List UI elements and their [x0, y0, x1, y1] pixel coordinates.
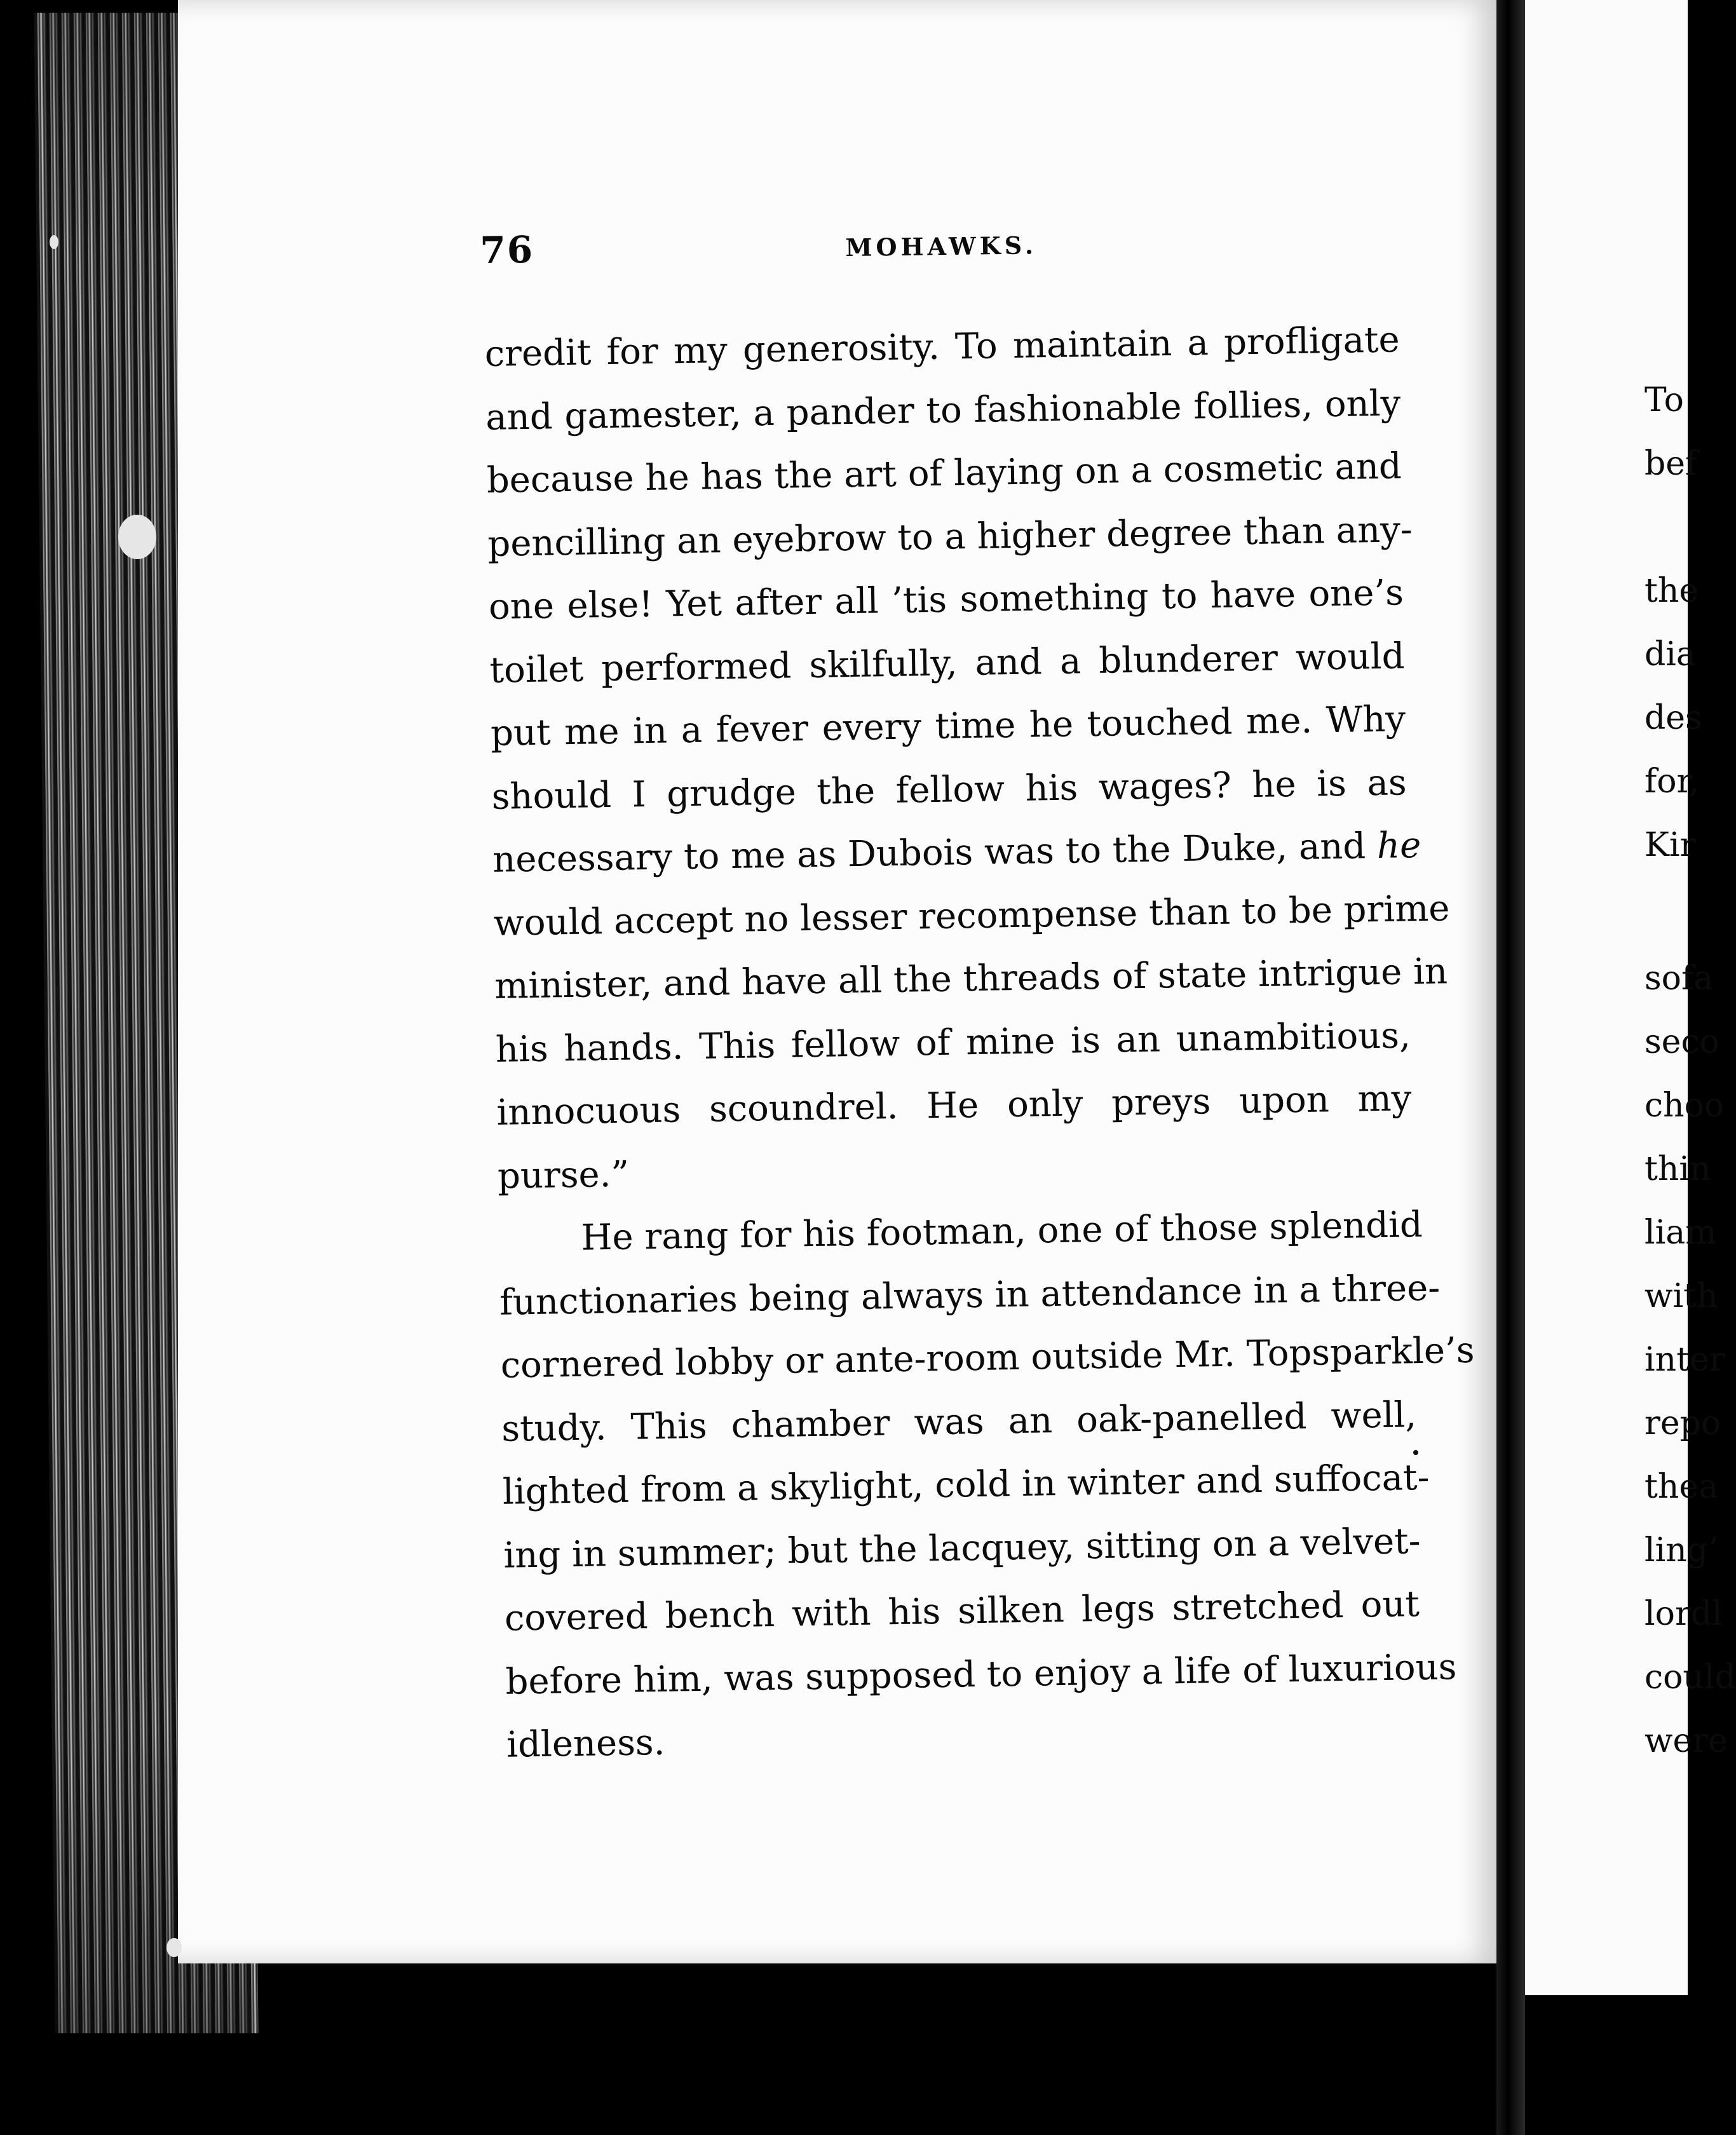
- ink-speck: [1413, 1450, 1418, 1455]
- text-line: study. This chamber was an oak-panelled well,: [501, 1393, 1417, 1450]
- fragment: des: [1644, 699, 1702, 737]
- fragment: dia: [1644, 635, 1696, 674]
- text-line: minister, and have all the threads of state intrigue in: [494, 951, 1448, 1007]
- fragment: thea: [1644, 1468, 1719, 1506]
- text-line: pencilling an eyebrow to a higher degree than any-: [487, 508, 1413, 565]
- text-line: because he has the art of laying on a cosmetic and: [486, 445, 1402, 501]
- fragment: inter: [1644, 1341, 1725, 1379]
- text-line: idleness.: [506, 1721, 665, 1766]
- paragraph-start-line: He rang for his footman, one of those splendid: [581, 1203, 1423, 1259]
- text-line: innocuous scoundrel. He only preys upon my: [496, 1078, 1412, 1134]
- text-line: put me in a fever every time he touched me. Why: [490, 698, 1406, 754]
- text-line: purse.”: [497, 1153, 630, 1197]
- text-line: before him, was supposed to enjoy a life of luxurious: [505, 1646, 1457, 1703]
- fragment: with: [1644, 1277, 1718, 1315]
- running-title: MOHAWKS.: [845, 231, 1038, 262]
- fragment: bef: [1644, 445, 1698, 483]
- fragment: liam: [1644, 1214, 1717, 1252]
- fragment: were: [1644, 1722, 1728, 1760]
- book-gutter: [1496, 0, 1525, 2135]
- fragment: could: [1644, 1658, 1736, 1697]
- fragment: for,: [1644, 762, 1700, 801]
- fragment: repo: [1644, 1404, 1721, 1442]
- scan-speck: [50, 235, 58, 249]
- body-text: [484, 308, 1475, 1777]
- fragment: the: [1644, 572, 1699, 610]
- fragment: To: [1644, 381, 1684, 419]
- text-line: one else! Yet after all ’tis something to have one’s: [488, 572, 1404, 628]
- text-line: toilet performed skilfully, and a blunderer would: [489, 635, 1405, 691]
- text-line: credit for my generosity. To maintain a profligate: [484, 319, 1400, 375]
- scan-speck: [118, 515, 156, 559]
- fragment: seco: [1644, 1023, 1719, 1061]
- fragment: choo: [1644, 1087, 1725, 1125]
- scan-speck: [166, 1938, 182, 1957]
- text-line: functionaries being always in attendance in a three-: [499, 1267, 1441, 1324]
- fragment: Kir: [1644, 826, 1696, 864]
- fragment: ling’: [1644, 1531, 1719, 1569]
- fragment: sofa: [1644, 959, 1714, 998]
- running-head: [480, 219, 1306, 286]
- fragment: lordl: [1644, 1595, 1723, 1633]
- text-line: cornered lobby or ante-room outside Mr. Topsparkle’s: [500, 1329, 1475, 1386]
- fragment: thin: [1644, 1150, 1711, 1188]
- text-line: his hands. This fellow of mine is an unambitious,: [495, 1014, 1411, 1071]
- text-line: would accept no lesser recompense than to be prime: [493, 887, 1450, 944]
- text-line: and gamester, a pander to fashionable follies, only: [485, 382, 1401, 438]
- text-line: lighted from a skylight, cold in winter and suffocat-: [502, 1456, 1430, 1513]
- italic-word: he: [1376, 824, 1421, 867]
- text-line: ing in summer; but the lacquey, sitting on a velvet-: [503, 1520, 1421, 1576]
- text-line-start: necessary to me as Dubois was to the Duke, and: [492, 825, 1366, 881]
- page-number: 76: [480, 227, 534, 272]
- text-line: covered bench with his silken legs stretched out: [504, 1583, 1420, 1639]
- text-line: should I grudge the fellow his wages? he is as: [491, 761, 1407, 818]
